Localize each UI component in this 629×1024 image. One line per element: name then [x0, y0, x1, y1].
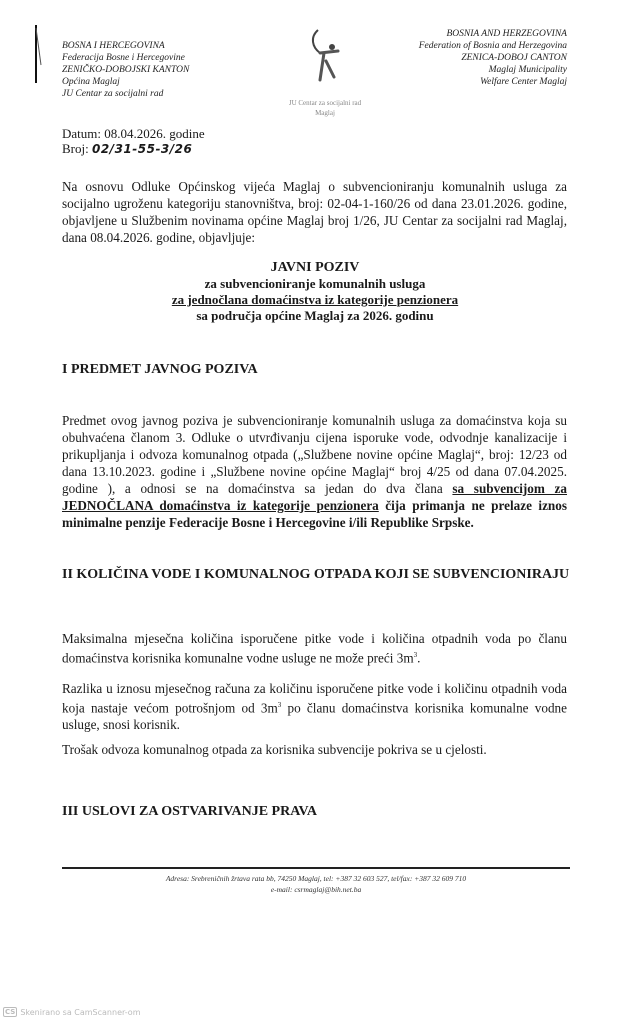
section2-paragraph — [62, 630, 567, 666]
footer-address: Adresa: Srebreničnih žrtava rata bb, 74250 Maglaj, tel: +387 32 603 527, tel/fax: +387 32 609 710 — [165, 874, 467, 883]
section1-emphasis: sa subvencijom za JEDNOČLANA domaćinstva iz kategorije penzionera — [62, 481, 568, 513]
section1-paragraph — [62, 412, 567, 531]
intro-paragraph: Na osnovu Odluke Općinskog vijeća Maglaj o subvencioniranju komunalnih usluga za socijalno ugroženu kategoriju stanovništva, broj: 02-04-1-160/26 od dana 23.01.2026. godine, objavljene u Službenim novinama općine Maglaj broj 1/26, JU Centar za socijalni rad Maglaj, dana 08.04.2026. godine, objavljuje: — [62, 179, 567, 245]
person-logo-icon — [290, 25, 360, 85]
title-line: za jednočlana domaćinstva iz kategorije penzionera — [171, 292, 459, 307]
date-line — [62, 126, 205, 141]
header-right-line: Federation of Bosnia and Herzegovina — [418, 41, 567, 51]
superscript: 3 — [413, 651, 418, 659]
camscanner-watermark — [3, 1007, 141, 1017]
section2-paragraph — [62, 680, 567, 733]
title-line: za subvencioniranje komunalnih usluga — [204, 276, 426, 291]
logo-caption-line: JU Centar za socijalni rad — [288, 99, 362, 107]
section-heading: III USLOVI ZA OSTVARIVANJE PRAVA — [62, 804, 317, 819]
section-heading: I PREDMET JAVNOG POZIVA — [62, 362, 258, 377]
section1-text: Predmet ovog javnog poziva je subvencioniranje komunalnih usluga za domaćinstva koja su obuhvaćena članom 3. Odluke o utvrđivanju cijena isporuke vode, odvodnje kanalizacije i prikupljanja i odvoza komunalnog otpada („Službene novine općine Maglaj“, broj: 12/23 od dana 13.10.2023. godine i „Službene novine općine Maglaj“ broj 4/25 od dana 07.04.2025. godine ), a odnosi se na domaćinstva sa jedan do dva člana — [62, 413, 567, 496]
section1-bold: čija primanja ne prelaze iznos minimalne penzije Federacije Bosne i Hercegovine i/ili Republike Srpske. — [62, 498, 567, 530]
number-value: 02/31-55-3/26 — [91, 142, 193, 156]
header-right — [419, 28, 567, 88]
number-label: Broj: — [62, 141, 89, 156]
header-left-line: ZENIČKO-DOBOJSKI KANTON — [62, 65, 190, 75]
document-meta — [62, 126, 205, 157]
section2-text: Maksimalna mjesečna količina isporučene pitke vode i količina otpadnih voda po članu domaćinstva korisnika komunalne vodne usluge ne može preći 3m — [62, 631, 567, 666]
date-label: Datum: — [62, 126, 101, 141]
date-value: 08.04.2026. godine — [104, 126, 205, 141]
logo-caption — [250, 98, 400, 118]
document-title — [140, 260, 490, 324]
footer-email: e-mail: csrmaglaj@bih.net.ba — [270, 885, 362, 894]
title-line: sa područja općine Maglaj za 2026. godinu — [196, 308, 434, 323]
header-left-line: Federacija Bosne i Hercegovine — [62, 53, 185, 63]
header-left-line: JU Centar za socijalni rad — [62, 89, 164, 99]
number-line — [62, 141, 205, 157]
section2-text: . — [417, 650, 421, 666]
header-left — [62, 40, 189, 100]
camscanner-logo-icon: CS — [5, 1008, 16, 1016]
header-right-line: BOSNIA AND HERZEGOVINA — [446, 29, 567, 39]
header-right-line: Maglaj Municipality — [488, 65, 567, 75]
section-heading: II KOLIČINA VODE I KOMUNALNOG OTPADA KOJI SE SUBVENCIONIRAJU — [62, 567, 570, 582]
section2-text: po članu domaćinstva korisnika komunalne vodne usluge, snosi korisnik. — [62, 700, 567, 733]
coat-of-arms-icon — [33, 25, 43, 83]
superscript: 3 — [277, 701, 282, 709]
header-left-line: BOSNA I HERCEGOVINA — [62, 41, 165, 51]
logo-caption-line: Maglaj — [315, 109, 335, 117]
footer — [62, 873, 570, 895]
watermark-text: Skenirano sa CamScanner-om — [20, 1007, 141, 1017]
section2-text: Razlika u iznosu mjesečnog računa za količinu isporučene pitke vode i količinu otpadnih voda koja nastaje većom potrošnjom od 3m — [62, 681, 567, 716]
section2-paragraph: Trošak odvoza komunalnog otpada za korisnika subvencije pokriva se u cjelosti. — [62, 742, 487, 757]
header-left-line: Općina Maglaj — [62, 77, 120, 87]
footer-divider — [62, 867, 570, 869]
header-right-line: Welfare Center Maglaj — [480, 77, 567, 87]
header-right-line: ZENICA-DOBOJ CANTON — [461, 53, 567, 63]
title-line: JAVNI POZIV — [270, 260, 360, 275]
